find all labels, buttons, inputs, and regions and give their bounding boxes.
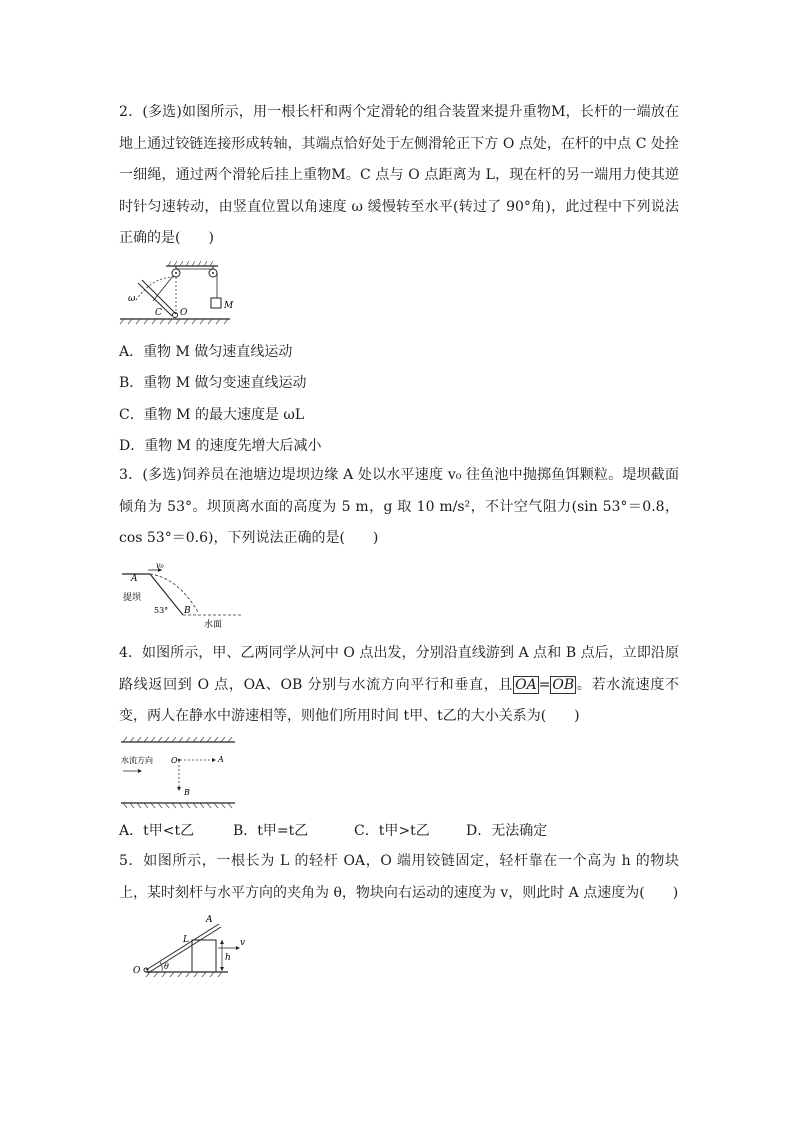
equals-sign: =	[538, 676, 551, 693]
question-5	[119, 846, 679, 909]
q2-option-b: B．重物 M 做匀变速直线运动	[119, 375, 307, 391]
segment-oa: OA	[515, 676, 537, 693]
label-b: B	[184, 788, 190, 797]
label-o: O	[171, 756, 178, 765]
label-o: O	[180, 308, 188, 318]
label-flow: 水流方向	[121, 756, 153, 765]
figure-dam	[118, 560, 248, 632]
figure-pulley-rod	[118, 258, 238, 328]
question-text-after: 。若水流速度不变，两人在静水中游速相等，则他们所用时间 t甲、t乙的大小关系为( )	[119, 676, 680, 724]
label-b: B	[184, 606, 191, 616]
q4-option-a: A．t甲<t乙	[119, 823, 195, 839]
question-number: 2．	[119, 104, 143, 120]
label-water: 水面	[204, 620, 223, 630]
label-angle: 53°	[154, 606, 169, 615]
label-theta: θ	[164, 962, 169, 971]
question-text: 如图所示，用一根长杆和两个定滑轮的组合装置来提升重物M，长杆的一端放在地上通过铰链连接形成转轴，其端点恰好处于左侧滑轮正下方 O 点处，在杆的中点 C 处拴一细绳，通过两个滑轮后挂上重物M。C 点与 O 点距离为 L，现在杆的另一端用力使其逆时针匀速转动，由竖直位置以角速度 ω 缓慢转至水平(转过了 90°角)，此过程中下列说法正确的是( )	[119, 104, 679, 246]
question-text-before: 如图所示，甲、乙两同学从河中 O 点出发，分别沿直线游到 A 点和 B 点后，立即沿原路线返回到 O 点，OA、OB 分别与水流方向平行和垂直，且	[119, 645, 679, 693]
question-4	[119, 638, 679, 733]
question-number: 3．	[119, 467, 143, 483]
label-omega: ω	[128, 294, 136, 304]
question-number: 4．	[119, 645, 143, 661]
label-l: L	[183, 935, 189, 945]
question-text: 饲养员在池塘边堤坝边缘 A 处以水平速度 v₀ 往鱼池中抛掷鱼饵颗粒。堤坝截面倾角为 53°。坝顶离水面的高度为 5 m，g 取 10 m/s²，不计空气阻力(sin 53°＝0.8，cos 53°＝0.6)，下列说法正确的是( )	[119, 467, 679, 546]
q4-options	[119, 820, 679, 840]
label-a: A	[218, 755, 224, 764]
question-3	[119, 460, 679, 555]
q4-option-b: B．t甲=t乙	[233, 823, 309, 839]
label-v: v	[240, 938, 246, 948]
q2-option-c: C．重物 M 的最大速度是 ωL	[119, 407, 305, 423]
q2-option-a: A．重物 M 做匀速直线运动	[119, 344, 293, 360]
label-a: A	[206, 915, 213, 925]
question-number: 5．	[119, 853, 144, 869]
label-o: O	[133, 966, 141, 976]
q4-option-d: D．无法确定	[466, 823, 548, 839]
label-dam: 提坝	[123, 593, 142, 603]
q2-option-d: D．重物 M 的速度先增大后减小	[119, 438, 322, 454]
question-tag: (多选)	[142, 104, 182, 120]
label-v0: v₀	[156, 561, 164, 570]
question-2	[119, 97, 679, 255]
label-c: C	[155, 308, 162, 318]
question-tag: (多选)	[142, 467, 182, 483]
q4-option-c: C．t甲>t乙	[354, 823, 430, 839]
label-h: h	[225, 953, 231, 963]
figure-rod-block	[118, 912, 248, 982]
question-text: 如图所示，一根长为 L 的轻杆 OA，O 端用铰链固定，轻杆靠在一个高为 h 的物块上，某时刻杆与水平方向的夹角为 θ，物块向右运动的速度为 v，则此时 A 点速度为( )	[119, 853, 679, 901]
label-a: A	[131, 574, 138, 584]
label-m: M	[224, 301, 234, 311]
segment-ob: OB	[552, 676, 575, 693]
figure-river	[118, 735, 238, 811]
